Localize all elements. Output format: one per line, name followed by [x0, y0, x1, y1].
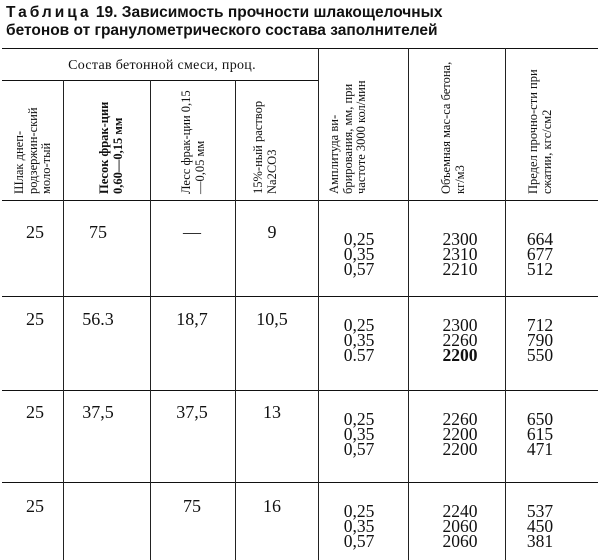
cell-soda: 13 [263, 402, 281, 422]
cell-loess: 18,7 [176, 309, 208, 329]
col-divider [63, 80, 64, 560]
group-header: Состав бетонной смеси, проц. [68, 58, 256, 73]
cell-strength: 650 615 471 [526, 409, 554, 459]
title-line-2: бетонов от гранулометрического состава заполнителей [6, 22, 438, 39]
cell-strength: 712 790 550 [526, 315, 554, 365]
cell-sand: 56.3 [82, 309, 114, 329]
cell-density: 2300 2310 2210 [442, 229, 478, 279]
row-rule-2 [2, 390, 598, 391]
cell-loess: 75 [183, 496, 201, 516]
cell-density: 2240 2060 2060 [442, 501, 478, 551]
col-header-amplitude: Амплитуда ви-брирования, мм, при частоте 3000 кол/мин [327, 80, 368, 194]
cell-strength: 664 677 512 [526, 229, 554, 279]
header-rule [2, 200, 598, 201]
title-number: 19. Зависимость прочности шлакощелочных [95, 4, 443, 21]
cell-loess: — [183, 222, 201, 242]
cell-slag: 25 [26, 496, 44, 516]
col-divider [408, 48, 409, 560]
cell-loess: 37,5 [176, 402, 208, 422]
cell-amplitude: 0,25 0,35 0,57 [343, 229, 375, 279]
top-rule [2, 48, 598, 49]
col-header-loess: Лесс фрак-ции 0,15—0,05 мм [179, 90, 207, 194]
cell-amplitude: 0,25 0,35 0.57 [343, 315, 375, 365]
cell-density: 2260 2200 2200 [442, 409, 478, 459]
cell-sand: 37,5 [82, 402, 114, 422]
cell-amplitude: 0,25 0,35 0,57 [343, 501, 375, 551]
col-divider [505, 48, 506, 560]
col-header-density: Объемная мас-са бетона, кг/м3 [439, 61, 467, 194]
cell-soda: 10,5 [256, 309, 288, 329]
cell-slag: 25 [26, 309, 44, 329]
col-header-strength: Предел прочно-сти при сжатии, кгс/см2 [526, 69, 554, 194]
col-header-soda: 15%-ный раствор Na2CO3 [251, 100, 279, 194]
title-line-1 [6, 4, 596, 22]
cell-slag: 25 [26, 402, 44, 422]
cell-amplitude: 0,25 0,35 0,57 [343, 409, 375, 459]
cell-soda: 9 [267, 222, 277, 242]
cell-strength: 537 450 381 [526, 501, 554, 551]
col-header-sand: Песок фрак-ции 0,60—0,15 мм [97, 101, 125, 194]
title-word: Таблица [6, 4, 92, 21]
col-divider [235, 80, 236, 560]
cell-sand: 75 [89, 222, 107, 242]
row-rule-3 [2, 482, 598, 483]
cell-soda: 16 [263, 496, 281, 516]
col-divider [318, 48, 319, 560]
col-header-slag: Шлак днеп-родзержин-ский моло-тый [12, 107, 53, 194]
cell-density: 2300 2260 2200 [442, 315, 478, 365]
cell-slag: 25 [26, 222, 44, 242]
row-rule-1 [2, 296, 598, 297]
col-divider [150, 80, 151, 560]
group-rule [2, 80, 318, 81]
